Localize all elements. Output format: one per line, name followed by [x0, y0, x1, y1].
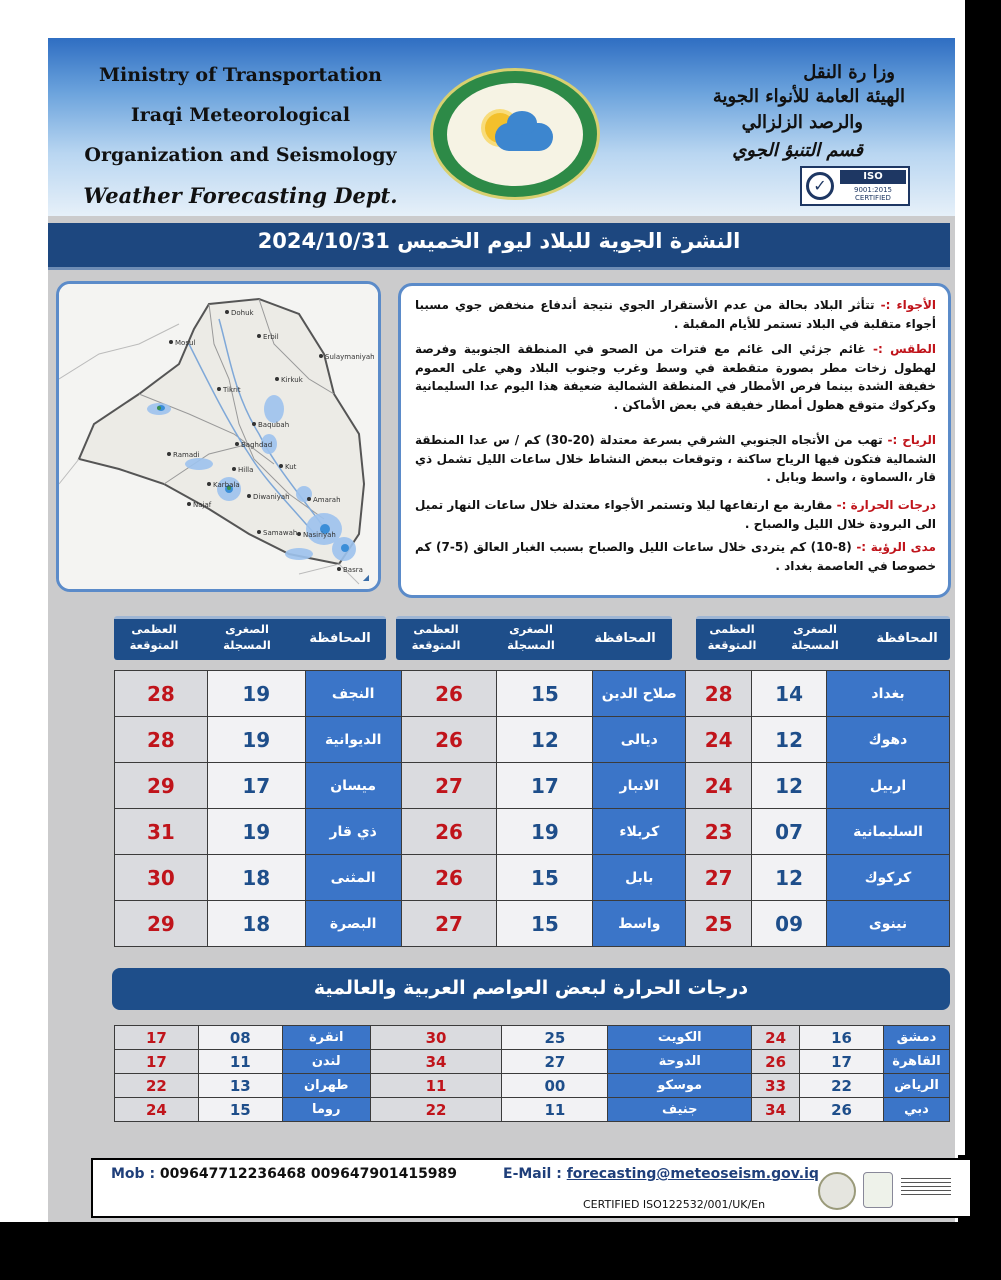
city-dot: [232, 467, 236, 471]
max-temperature-cell: 30: [370, 1026, 502, 1050]
max-temperature-cell: 17: [115, 1026, 199, 1050]
location-name-cell: كركوك: [827, 855, 950, 901]
capitals-temperature-table: [114, 1025, 950, 1122]
max-temperature-cell: 28: [115, 717, 208, 763]
max-temperature-cell: 29: [115, 901, 208, 947]
city-label: Kirkuk: [281, 376, 303, 384]
table-header-group-3: [114, 616, 386, 660]
iso-badge: ✓ ISO 9001:2015 CERTIFIED: [800, 166, 910, 206]
temperature-text: مقاربة مع ارتفاعها ليلا وتستمر الأجواء معتدلة خلال ساعات النهار تميل الى البرودة خلال الليل والصباح .: [415, 498, 936, 531]
max-temperature-cell: 11: [370, 1074, 502, 1098]
location-name-cell: بابل: [593, 855, 686, 901]
capital-row: [115, 1050, 950, 1074]
max-temperature-cell: 28: [115, 671, 208, 717]
city-label: Samawah: [263, 529, 298, 537]
header-max: العظمى المتوقعة: [411, 622, 461, 652]
email-link[interactable]: forecasting@meteoseism.gov.iq: [566, 1166, 819, 1182]
city-dot: [167, 452, 171, 456]
svg-text:◢: ◢: [362, 573, 369, 582]
max-temperature-cell: 26: [401, 809, 497, 855]
location-name-cell: جنيف: [608, 1098, 752, 1122]
bulletin-title: النشرة الجوية للبلاد ليوم الخميس 2024/10/31: [257, 229, 741, 253]
forecast-text-panel: [398, 283, 951, 598]
header-max: العظمى المتوقعة: [129, 622, 179, 652]
city-label: Nasiriyah: [303, 531, 336, 539]
location-name-cell: القاهرة: [883, 1050, 949, 1074]
visibility-text: (8-10) كم يتردى خلال ساعات الليل والصباح بسبب الغبار العالق (5-7) كم خصوصا في العاصمة بغداد .: [415, 540, 936, 573]
city-dot: [279, 464, 283, 468]
location-name-cell: السليمانية: [827, 809, 950, 855]
min-temperature-cell: 25: [502, 1026, 608, 1050]
min-temperature-cell: 17: [207, 763, 305, 809]
city-label: Kut: [285, 463, 297, 471]
city-dot: [207, 482, 211, 486]
min-temperature-cell: 15: [497, 901, 593, 947]
min-temperature-cell: 19: [497, 809, 593, 855]
min-temperature-cell: 26: [800, 1098, 884, 1122]
location-name-cell: النجف: [305, 671, 401, 717]
min-temperature-cell: 19: [207, 717, 305, 763]
mobile-numbers: Mob : 009647712236468 009647901415989: [111, 1166, 458, 1182]
table-header-group-2: [396, 616, 672, 660]
max-temperature-cell: 27: [401, 763, 497, 809]
max-temperature-cell: 22: [115, 1074, 199, 1098]
min-temperature-cell: 17: [800, 1050, 884, 1074]
max-temperature-cell: 24: [686, 763, 752, 809]
sky-paragraph: [415, 340, 936, 414]
min-temperature-cell: 09: [752, 901, 827, 947]
certification-logo-icon: [863, 1172, 893, 1208]
city-label: Baghdad: [241, 441, 273, 449]
organization-logo: [430, 68, 600, 200]
seal-logo-icon: [818, 1172, 856, 1210]
ar-organization: الهيئة العامة للأنواء الجوية: [712, 86, 905, 107]
header-min: الصغرى المسجلة: [791, 622, 839, 652]
city-label: Karbala: [213, 481, 240, 489]
min-temperature-cell: 12: [752, 763, 827, 809]
location-name-cell: الرياض: [883, 1074, 949, 1098]
city-dot: [217, 387, 221, 391]
province-row: [115, 855, 950, 901]
wind-text: تهب من الأتجاه الجنوبي الشرقي بسرعة معتدلة (20-30) كم / س عدا المنطقة الشمالية فتكون فيها الرياح ساكنة ، وتوقعات ببعض النشاط خلال ساعات الليل تشمل ذي قار ،السماوة ، واسط وبابل .: [415, 433, 936, 484]
temperature-paragraph: [415, 496, 936, 533]
min-temperature-cell: 18: [207, 855, 305, 901]
max-temperature-cell: 28: [686, 671, 752, 717]
location-name-cell: الكويت: [608, 1026, 752, 1050]
location-name-cell: دبي: [883, 1098, 949, 1122]
checkmark-icon: ✓: [806, 172, 834, 200]
province-row: [115, 901, 950, 947]
header-province: المحافظة: [594, 631, 656, 646]
max-temperature-cell: 24: [752, 1026, 800, 1050]
min-temperature-cell: 18: [207, 901, 305, 947]
city-dot: [307, 497, 311, 501]
max-temperature-cell: 25: [686, 901, 752, 947]
visibility-label: مدى الرؤية :-: [856, 540, 936, 554]
location-name-cell: نينوى: [827, 901, 950, 947]
capitals-title: درجات الحرارة لبعض العواصم العربية والعالمية: [313, 977, 749, 999]
bulletin-title-bar: [48, 223, 950, 270]
location-name-cell: روما: [282, 1098, 370, 1122]
map-svg: [59, 284, 378, 589]
max-temperature-cell: 17: [115, 1050, 199, 1074]
province-row: [115, 717, 950, 763]
capitals-title-bar: [112, 968, 950, 1010]
weather-text: تتأثر البلاد بحالة من عدم الأستقرار الجوي نتيجة أندفاع منخفض جوي مسببا أجواء متقلبة في البلاد تستمر للأيام المقبلة .: [415, 298, 936, 331]
city-label: Sulaymaniyah: [325, 353, 375, 361]
city-label: Tikrit: [223, 386, 241, 394]
capital-row: [115, 1026, 950, 1050]
province-temperature-table: [114, 670, 950, 947]
max-temperature-cell: 26: [752, 1050, 800, 1074]
min-temperature-cell: 15: [198, 1098, 282, 1122]
max-temperature-cell: 24: [115, 1098, 199, 1122]
ar-ministry: وزا رة النقل: [803, 62, 895, 83]
visibility-paragraph: [415, 538, 936, 575]
province-row: [115, 809, 950, 855]
max-temperature-cell: 34: [370, 1050, 502, 1074]
header-province: المحافظة: [876, 631, 938, 646]
min-temperature-cell: 19: [207, 809, 305, 855]
max-temperature-cell: 34: [752, 1098, 800, 1122]
wind-paragraph: [415, 431, 936, 487]
weather-paragraph: [415, 296, 936, 333]
capital-row: [115, 1074, 950, 1098]
location-name-cell: الانبار: [593, 763, 686, 809]
header-min: الصغرى المسجلة: [507, 622, 555, 652]
city-dot: [247, 494, 251, 498]
city-label: Dohuk: [231, 309, 254, 317]
ar-department: قسم التنبؤ الجوي: [732, 140, 863, 161]
min-temperature-cell: 11: [502, 1098, 608, 1122]
location-name-cell: بغداد: [827, 671, 950, 717]
min-temperature-cell: 13: [198, 1074, 282, 1098]
city-label: Erbil: [263, 333, 279, 341]
max-temperature-cell: 30: [115, 855, 208, 901]
weather-label: الأجواء :-: [880, 298, 936, 312]
location-name-cell: طهران: [282, 1074, 370, 1098]
city-label: Hilla: [238, 466, 254, 474]
capital-row: [115, 1098, 950, 1122]
max-temperature-cell: 27: [686, 855, 752, 901]
city-label: Mosul: [175, 339, 196, 347]
iraq-weather-map: [56, 281, 381, 592]
location-name-cell: موسكو: [608, 1074, 752, 1098]
min-temperature-cell: 16: [800, 1026, 884, 1050]
en-organization-2: Organization and Seismology: [84, 144, 397, 166]
sky-text: غائم جزئي الى غائم مع فترات من الصحو في المنطقة الجنوبية وفرصة لهطول زخات مطر بصورة متقطعة في وسط وغرب وجنوب البلاد وهي على العموم خفيفة الشدة بينما فرص الأمطار في المنطقة الشمالية ضعيفة هذا اليوم عدا السليمانية وكركوك متوقع هطول أمطار خفيفة في بعض الأماكن .: [415, 342, 936, 412]
location-name-cell: المثنى: [305, 855, 401, 901]
header-max: العظمى المتوقعة: [707, 622, 757, 652]
min-temperature-cell: 12: [752, 717, 827, 763]
city-label: Diwaniyah: [253, 493, 290, 501]
partner-logo-icon: [901, 1178, 951, 1198]
city-dot: [297, 532, 301, 536]
en-department: Weather Forecasting Dept.: [83, 183, 398, 208]
location-name-cell: ميسان: [305, 763, 401, 809]
max-temperature-cell: 27: [401, 901, 497, 947]
min-temperature-cell: 17: [497, 763, 593, 809]
city-label: Ramadi: [173, 451, 200, 459]
max-temperature-cell: 26: [401, 855, 497, 901]
city-dot: [275, 377, 279, 381]
city-label: Baqubah: [258, 421, 290, 429]
min-temperature-cell: 00: [502, 1074, 608, 1098]
city-label: Najaf: [193, 501, 212, 509]
sky-label: الطقس :-: [873, 342, 936, 356]
min-temperature-cell: 07: [752, 809, 827, 855]
temperature-label: درجات الحرارة :-: [836, 498, 936, 512]
min-temperature-cell: 14: [752, 671, 827, 717]
en-organization-1: Iraqi Meteorological: [130, 104, 351, 126]
location-name-cell: دهوك: [827, 717, 950, 763]
min-temperature-cell: 11: [198, 1050, 282, 1074]
location-name-cell: واسط: [593, 901, 686, 947]
city-dot: [319, 354, 323, 358]
max-temperature-cell: 31: [115, 809, 208, 855]
header-province: المحافظة: [309, 631, 371, 646]
location-name-cell: الدوحة: [608, 1050, 752, 1074]
location-name-cell: كربلاء: [593, 809, 686, 855]
ar-seismology: والرصد الزلزالي: [741, 112, 863, 133]
location-name-cell: البصرة: [305, 901, 401, 947]
table-header-group-1: [696, 616, 950, 660]
location-name-cell: اربيل: [827, 763, 950, 809]
bulletin: [48, 38, 955, 1222]
location-name-cell: انقرة: [282, 1026, 370, 1050]
city-dot: [257, 334, 261, 338]
max-temperature-cell: 26: [401, 717, 497, 763]
min-temperature-cell: 19: [207, 671, 305, 717]
city-dot: [169, 340, 173, 344]
max-temperature-cell: 23: [686, 809, 752, 855]
max-temperature-cell: 26: [401, 671, 497, 717]
city-dot: [225, 310, 229, 314]
mobile-value: 009647712236468 009647901415989: [159, 1166, 458, 1182]
contact-footer: [91, 1158, 972, 1218]
city-dot: [252, 422, 256, 426]
location-name-cell: دمشق: [883, 1026, 949, 1050]
min-temperature-cell: 12: [497, 717, 593, 763]
location-name-cell: الديوانية: [305, 717, 401, 763]
location-name-cell: ذي قار: [305, 809, 401, 855]
min-temperature-cell: 08: [198, 1026, 282, 1050]
header-min: الصغرى المسجلة: [223, 622, 271, 652]
min-temperature-cell: 27: [502, 1050, 608, 1074]
min-temperature-cell: 15: [497, 855, 593, 901]
location-name-cell: صلاح الدين: [593, 671, 686, 717]
city-dot: [187, 502, 191, 506]
certification-text: CERTIFIED ISO122532/001/UK/En: [583, 1198, 766, 1211]
province-row: [115, 671, 950, 717]
max-temperature-cell: 22: [370, 1098, 502, 1122]
min-temperature-cell: 22: [800, 1074, 884, 1098]
city-dot: [337, 567, 341, 571]
email-line: E-Mail : forecasting@meteoseism.gov.iq: [503, 1166, 819, 1182]
wind-label: الرياح :-: [887, 433, 936, 447]
city-dot: [257, 530, 261, 534]
en-ministry: Ministry of Transportation: [98, 64, 382, 86]
min-temperature-cell: 12: [752, 855, 827, 901]
province-row: [115, 763, 950, 809]
max-temperature-cell: 29: [115, 763, 208, 809]
min-temperature-cell: 15: [497, 671, 593, 717]
city-label: Basra: [343, 566, 363, 574]
location-name-cell: لندن: [282, 1050, 370, 1074]
max-temperature-cell: 33: [752, 1074, 800, 1098]
location-name-cell: ديالى: [593, 717, 686, 763]
city-label: Amarah: [313, 496, 341, 504]
header-banner: [48, 38, 955, 216]
max-temperature-cell: 24: [686, 717, 752, 763]
city-dot: [235, 442, 239, 446]
